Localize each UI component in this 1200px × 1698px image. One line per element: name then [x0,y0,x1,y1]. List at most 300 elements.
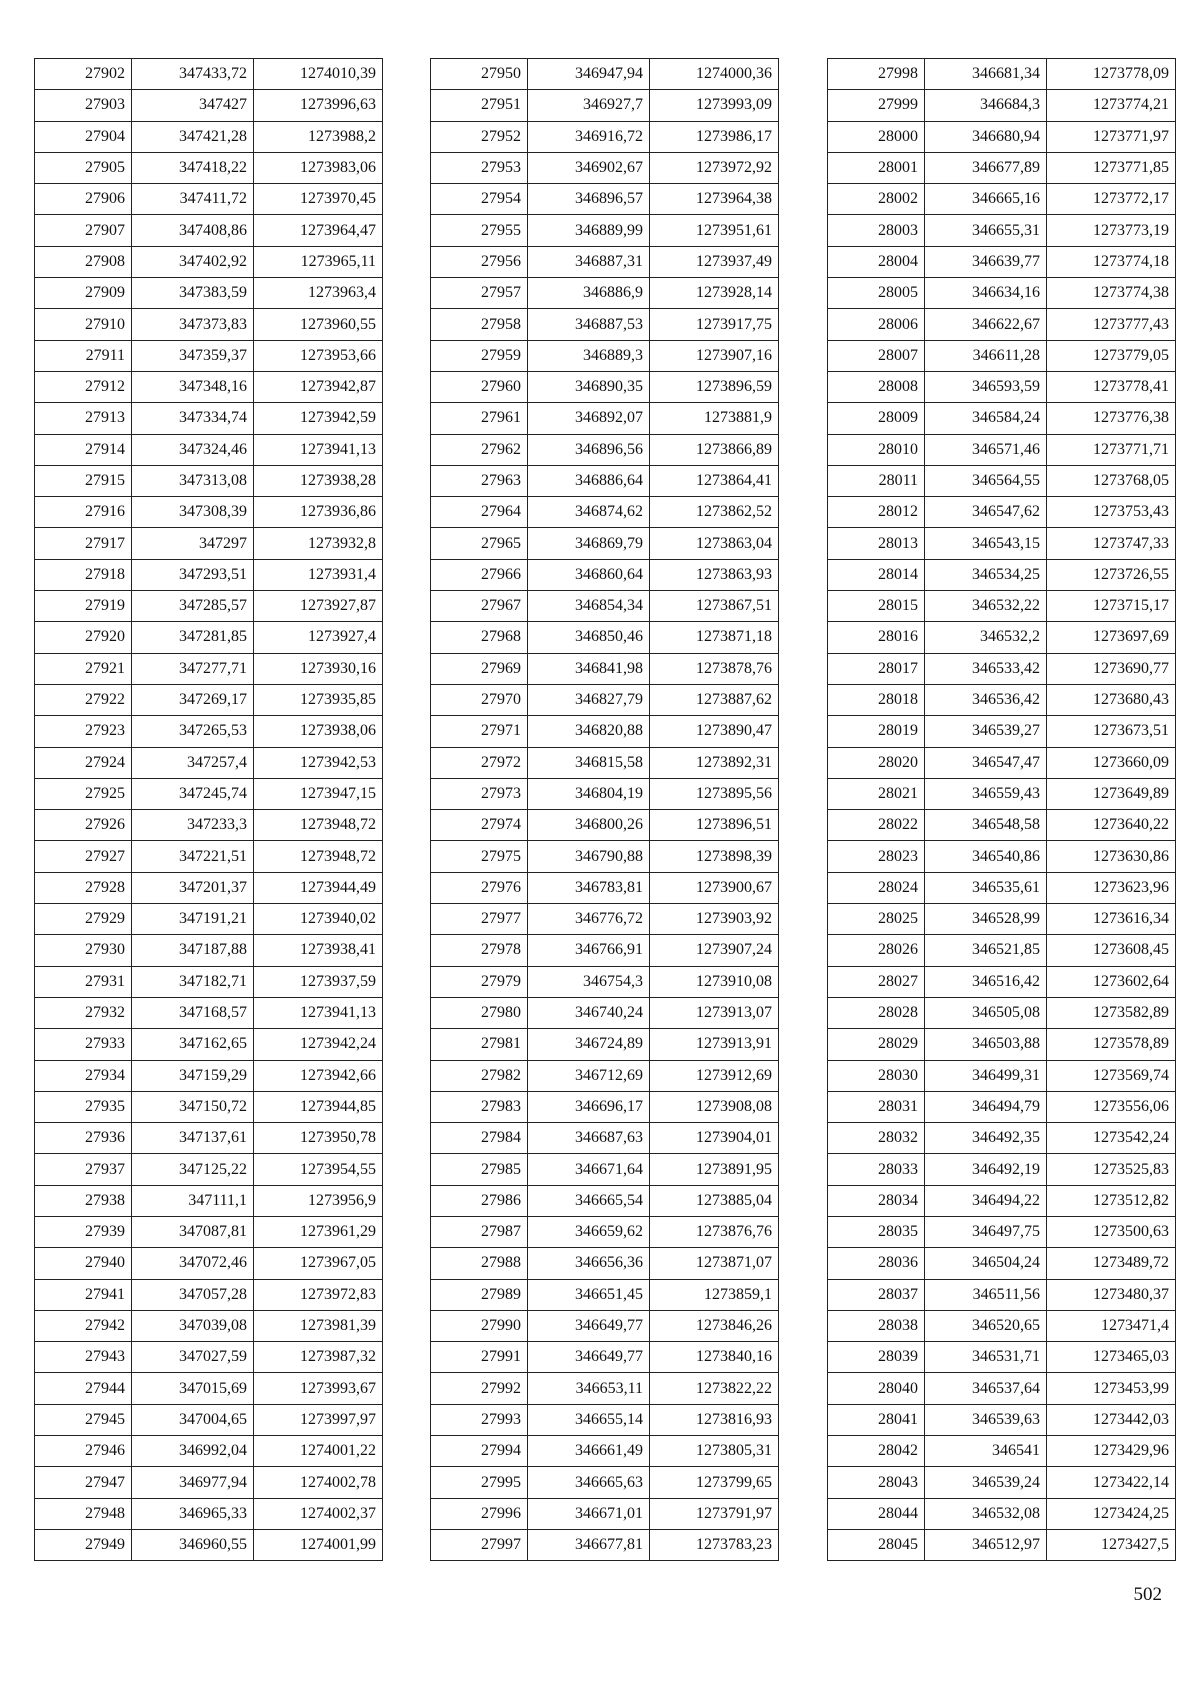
point-number-cell: 27956 [431,246,528,277]
point-number-cell: 27978 [431,935,528,966]
x-coordinate-cell: 347162,65 [132,1029,254,1060]
x-coordinate-cell: 347027,59 [132,1342,254,1373]
x-coordinate-cell: 346649,77 [528,1342,650,1373]
table-row [431,1185,779,1216]
y-coordinate-cell: 1273972,83 [254,1279,383,1310]
table-row [828,1529,1176,1560]
coordinate-table-left [34,58,383,1561]
x-coordinate-cell: 346520,65 [925,1310,1047,1341]
y-coordinate-cell: 1273954,55 [254,1154,383,1185]
point-number-cell: 28038 [828,1310,925,1341]
x-coordinate-cell: 346593,59 [925,371,1047,402]
y-coordinate-cell: 1273791,97 [650,1498,779,1529]
y-coordinate-cell: 1273602,64 [1047,966,1176,997]
point-number-cell: 27966 [431,559,528,590]
table-row [35,528,383,559]
y-coordinate-cell: 1273772,17 [1047,184,1176,215]
y-coordinate-cell: 1273680,43 [1047,684,1176,715]
table-row [35,497,383,528]
y-coordinate-cell: 1273983,06 [254,152,383,183]
table-row [828,434,1176,465]
y-coordinate-cell: 1273900,67 [650,872,779,903]
x-coordinate-cell: 346651,45 [528,1279,650,1310]
x-coordinate-cell: 347408,86 [132,215,254,246]
x-coordinate-cell: 346776,72 [528,904,650,935]
y-coordinate-cell: 1273996,63 [254,90,383,121]
point-number-cell: 27908 [35,246,132,277]
x-coordinate-cell: 347269,17 [132,684,254,715]
table-row [35,716,383,747]
table-row [35,1279,383,1310]
x-coordinate-cell: 346677,89 [925,152,1047,183]
y-coordinate-cell: 1273578,89 [1047,1029,1176,1060]
x-coordinate-cell: 346571,46 [925,434,1047,465]
table-row [431,403,779,434]
table-row [828,1060,1176,1091]
x-coordinate-cell: 346927,7 [528,90,650,121]
point-number-cell: 28018 [828,684,925,715]
table-row [828,1123,1176,1154]
y-coordinate-cell: 1273640,22 [1047,810,1176,841]
point-number-cell: 27915 [35,465,132,496]
x-coordinate-cell: 347373,83 [132,309,254,340]
y-coordinate-cell: 1273890,47 [650,716,779,747]
x-coordinate-cell: 347383,59 [132,278,254,309]
y-coordinate-cell: 1273913,91 [650,1029,779,1060]
y-coordinate-cell: 1273903,92 [650,904,779,935]
point-number-cell: 27970 [431,684,528,715]
point-number-cell: 28040 [828,1373,925,1404]
table-row [431,1091,779,1122]
point-number-cell: 27964 [431,497,528,528]
table-row [431,1310,779,1341]
x-coordinate-cell: 347245,74 [132,778,254,809]
y-coordinate-cell: 1273777,43 [1047,309,1176,340]
x-coordinate-cell: 346622,67 [925,309,1047,340]
point-number-cell: 27962 [431,434,528,465]
point-number-cell: 28036 [828,1248,925,1279]
table-row [828,215,1176,246]
point-number-cell: 27957 [431,278,528,309]
table-row [828,684,1176,715]
table-row [828,1216,1176,1247]
point-number-cell: 28044 [828,1498,925,1529]
table-row [828,1248,1176,1279]
table-row [431,997,779,1028]
table-row [431,872,779,903]
table-row [35,309,383,340]
y-coordinate-cell: 1273904,01 [650,1123,779,1154]
table-row [35,403,383,434]
y-coordinate-cell: 1273972,92 [650,152,779,183]
y-coordinate-cell: 1273948,72 [254,841,383,872]
y-coordinate-cell: 1273942,53 [254,747,383,778]
y-coordinate-cell: 1273898,39 [650,841,779,872]
y-coordinate-cell: 1273427,5 [1047,1529,1176,1560]
y-coordinate-cell: 1273937,59 [254,966,383,997]
point-number-cell: 28030 [828,1060,925,1091]
x-coordinate-cell: 347308,39 [132,497,254,528]
y-coordinate-cell: 1273896,59 [650,371,779,402]
y-coordinate-cell: 1273542,24 [1047,1123,1176,1154]
y-coordinate-cell: 1273878,76 [650,653,779,684]
table-row [431,465,779,496]
point-number-cell: 27951 [431,90,528,121]
table-row [431,1436,779,1467]
x-coordinate-cell: 346543,15 [925,528,1047,559]
point-number-cell: 27914 [35,434,132,465]
point-number-cell: 27979 [431,966,528,997]
table-row [828,152,1176,183]
table-row [35,622,383,653]
table-row [431,1060,779,1091]
table-row [431,152,779,183]
table-row [35,747,383,778]
y-coordinate-cell: 1273771,85 [1047,152,1176,183]
y-coordinate-cell: 1273816,93 [650,1404,779,1435]
y-coordinate-cell: 1273942,24 [254,1029,383,1060]
point-number-cell: 27989 [431,1279,528,1310]
y-coordinate-cell: 1273480,37 [1047,1279,1176,1310]
point-number-cell: 27906 [35,184,132,215]
x-coordinate-cell: 347421,28 [132,121,254,152]
table-row [35,653,383,684]
x-coordinate-cell: 347297 [132,528,254,559]
y-coordinate-cell: 1274002,37 [254,1498,383,1529]
y-coordinate-cell: 1273947,15 [254,778,383,809]
y-coordinate-cell: 1273942,87 [254,371,383,402]
point-number-cell: 28011 [828,465,925,496]
y-coordinate-cell: 1273871,18 [650,622,779,653]
table-row [828,465,1176,496]
point-number-cell: 27943 [35,1342,132,1373]
x-coordinate-cell: 347039,08 [132,1310,254,1341]
x-coordinate-cell: 347072,46 [132,1248,254,1279]
table-row [828,653,1176,684]
table-row [431,1342,779,1373]
point-number-cell: 27996 [431,1498,528,1529]
point-number-cell: 27920 [35,622,132,653]
y-coordinate-cell: 1273956,9 [254,1185,383,1216]
table-row [35,1060,383,1091]
x-coordinate-cell: 346665,63 [528,1467,650,1498]
y-coordinate-cell: 1273967,05 [254,1248,383,1279]
table-row [431,1248,779,1279]
table-row [35,278,383,309]
x-coordinate-cell: 347293,51 [132,559,254,590]
point-number-cell: 27985 [431,1154,528,1185]
point-number-cell: 28017 [828,653,925,684]
y-coordinate-cell: 1273912,69 [650,1060,779,1091]
x-coordinate-cell: 347087,81 [132,1216,254,1247]
x-coordinate-cell: 346869,79 [528,528,650,559]
x-coordinate-cell: 346532,08 [925,1498,1047,1529]
x-coordinate-cell: 346639,77 [925,246,1047,277]
point-number-cell: 28022 [828,810,925,841]
table-row [828,1373,1176,1404]
y-coordinate-cell: 1273799,65 [650,1467,779,1498]
point-number-cell: 27922 [35,684,132,715]
x-coordinate-cell: 346960,55 [132,1529,254,1560]
y-coordinate-cell: 1273429,96 [1047,1436,1176,1467]
table-row [431,1029,779,1060]
point-number-cell: 27958 [431,309,528,340]
table-row [431,59,779,90]
y-coordinate-cell: 1273986,17 [650,121,779,152]
table-row [431,559,779,590]
y-coordinate-cell: 1273863,04 [650,528,779,559]
table-row [35,465,383,496]
x-coordinate-cell: 347191,21 [132,904,254,935]
table-row [431,528,779,559]
point-number-cell: 27924 [35,747,132,778]
y-coordinate-cell: 1274000,36 [650,59,779,90]
y-coordinate-cell: 1273997,97 [254,1404,383,1435]
point-number-cell: 27939 [35,1216,132,1247]
point-number-cell: 27953 [431,152,528,183]
x-coordinate-cell: 347150,72 [132,1091,254,1122]
table-row [431,935,779,966]
point-number-cell: 27982 [431,1060,528,1091]
x-coordinate-cell: 346503,88 [925,1029,1047,1060]
point-number-cell: 28042 [828,1436,925,1467]
point-number-cell: 28019 [828,716,925,747]
point-number-cell: 27988 [431,1248,528,1279]
x-coordinate-cell: 346800,26 [528,810,650,841]
x-coordinate-cell: 346661,49 [528,1436,650,1467]
x-coordinate-cell: 347187,88 [132,935,254,966]
x-coordinate-cell: 346536,42 [925,684,1047,715]
point-number-cell: 28013 [828,528,925,559]
point-number-cell: 27942 [35,1310,132,1341]
point-number-cell: 27997 [431,1529,528,1560]
point-number-cell: 27993 [431,1404,528,1435]
x-coordinate-cell: 346712,69 [528,1060,650,1091]
table-row [35,872,383,903]
x-coordinate-cell: 347433,72 [132,59,254,90]
y-coordinate-cell: 1273500,63 [1047,1216,1176,1247]
point-number-cell: 27927 [35,841,132,872]
coordinate-table-body [828,59,1176,1561]
table-row [431,1404,779,1435]
y-coordinate-cell: 1273630,86 [1047,841,1176,872]
y-coordinate-cell: 1273908,08 [650,1091,779,1122]
table-row [35,1498,383,1529]
point-number-cell: 27919 [35,591,132,622]
y-coordinate-cell: 1273891,95 [650,1154,779,1185]
x-coordinate-cell: 346783,81 [528,872,650,903]
x-coordinate-cell: 346916,72 [528,121,650,152]
x-coordinate-cell: 347411,72 [132,184,254,215]
x-coordinate-cell: 346827,79 [528,684,650,715]
table-row [35,1248,383,1279]
table-row [431,1154,779,1185]
x-coordinate-cell: 346977,94 [132,1467,254,1498]
x-coordinate-cell: 347265,53 [132,716,254,747]
y-coordinate-cell: 1273771,71 [1047,434,1176,465]
table-row [35,591,383,622]
table-row [35,1154,383,1185]
y-coordinate-cell: 1273988,2 [254,121,383,152]
table-row [431,184,779,215]
point-number-cell: 28037 [828,1279,925,1310]
x-coordinate-cell: 346820,88 [528,716,650,747]
table-row [431,810,779,841]
x-coordinate-cell: 346665,54 [528,1185,650,1216]
y-coordinate-cell: 1273649,89 [1047,778,1176,809]
table-row [431,215,779,246]
y-coordinate-cell: 1273964,38 [650,184,779,215]
point-number-cell: 27925 [35,778,132,809]
table-row [35,997,383,1028]
table-row [828,1498,1176,1529]
table-row [431,684,779,715]
table-row [35,684,383,715]
x-coordinate-cell: 347359,37 [132,340,254,371]
x-coordinate-cell: 347402,92 [132,246,254,277]
x-coordinate-cell: 346815,58 [528,747,650,778]
y-coordinate-cell: 1273887,62 [650,684,779,715]
x-coordinate-cell: 346532,22 [925,591,1047,622]
table-row [35,1310,383,1341]
x-coordinate-cell: 346564,55 [925,465,1047,496]
x-coordinate-cell: 346534,25 [925,559,1047,590]
point-number-cell: 27946 [35,1436,132,1467]
point-number-cell: 28001 [828,152,925,183]
point-number-cell: 27992 [431,1373,528,1404]
y-coordinate-cell: 1273907,24 [650,935,779,966]
table-row [35,59,383,90]
x-coordinate-cell: 346680,94 [925,121,1047,152]
table-row [431,716,779,747]
table-row [828,559,1176,590]
table-row [431,90,779,121]
y-coordinate-cell: 1273938,06 [254,716,383,747]
point-number-cell: 28033 [828,1154,925,1185]
x-coordinate-cell: 346504,24 [925,1248,1047,1279]
x-coordinate-cell: 346499,31 [925,1060,1047,1091]
point-number-cell: 27921 [35,653,132,684]
point-number-cell: 28000 [828,121,925,152]
point-number-cell: 28004 [828,246,925,277]
point-number-cell: 27930 [35,935,132,966]
point-number-cell: 27937 [35,1154,132,1185]
y-coordinate-cell: 1273960,55 [254,309,383,340]
x-coordinate-cell: 346677,81 [528,1529,650,1560]
x-coordinate-cell: 347015,69 [132,1373,254,1404]
x-coordinate-cell: 347348,16 [132,371,254,402]
point-number-cell: 27929 [35,904,132,935]
table-row [828,371,1176,402]
point-number-cell: 27983 [431,1091,528,1122]
point-number-cell: 27947 [35,1467,132,1498]
y-coordinate-cell: 1273442,03 [1047,1404,1176,1435]
point-number-cell: 27945 [35,1404,132,1435]
x-coordinate-cell: 346724,89 [528,1029,650,1060]
point-number-cell: 27910 [35,309,132,340]
table-row [828,1185,1176,1216]
x-coordinate-cell: 346540,86 [925,841,1047,872]
table-row [431,1467,779,1498]
point-number-cell: 28007 [828,340,925,371]
x-coordinate-cell: 346804,19 [528,778,650,809]
y-coordinate-cell: 1273937,49 [650,246,779,277]
y-coordinate-cell: 1273927,4 [254,622,383,653]
point-number-cell: 27904 [35,121,132,152]
x-coordinate-cell: 346850,46 [528,622,650,653]
y-coordinate-cell: 1273779,05 [1047,340,1176,371]
y-coordinate-cell: 1273453,99 [1047,1373,1176,1404]
point-number-cell: 27944 [35,1373,132,1404]
x-coordinate-cell: 347233,3 [132,810,254,841]
table-row [35,778,383,809]
point-number-cell: 28039 [828,1342,925,1373]
x-coordinate-cell: 346535,61 [925,872,1047,903]
point-number-cell: 27974 [431,810,528,841]
table-row [35,434,383,465]
y-coordinate-cell: 1273944,85 [254,1091,383,1122]
x-coordinate-cell: 346516,42 [925,966,1047,997]
table-row [828,528,1176,559]
table-row [431,371,779,402]
point-number-cell: 27955 [431,215,528,246]
y-coordinate-cell: 1274010,39 [254,59,383,90]
table-row [431,1498,779,1529]
y-coordinate-cell: 1273697,69 [1047,622,1176,653]
y-coordinate-cell: 1274002,78 [254,1467,383,1498]
point-number-cell: 27940 [35,1248,132,1279]
point-number-cell: 27928 [35,872,132,903]
table-row [35,1467,383,1498]
table-row [431,1123,779,1154]
y-coordinate-cell: 1273778,41 [1047,371,1176,402]
table-row [828,997,1176,1028]
table-row [431,1373,779,1404]
point-number-cell: 28012 [828,497,925,528]
point-number-cell: 27948 [35,1498,132,1529]
table-row [35,1342,383,1373]
x-coordinate-cell: 347004,65 [132,1404,254,1435]
point-number-cell: 27960 [431,371,528,402]
table-row [35,1529,383,1560]
table-row [35,841,383,872]
y-coordinate-cell: 1273771,97 [1047,121,1176,152]
table-row [35,90,383,121]
point-number-cell: 27938 [35,1185,132,1216]
table-row [828,591,1176,622]
y-coordinate-cell: 1273987,32 [254,1342,383,1373]
y-coordinate-cell: 1273489,72 [1047,1248,1176,1279]
y-coordinate-cell: 1273941,13 [254,997,383,1028]
point-number-cell: 28014 [828,559,925,590]
x-coordinate-cell: 346889,3 [528,340,650,371]
y-coordinate-cell: 1273965,11 [254,246,383,277]
x-coordinate-cell: 347125,22 [132,1154,254,1185]
y-coordinate-cell: 1273773,19 [1047,215,1176,246]
table-row [828,278,1176,309]
table-row [828,121,1176,152]
x-coordinate-cell: 346659,62 [528,1216,650,1247]
table-row [828,622,1176,653]
x-coordinate-cell: 346532,2 [925,622,1047,653]
point-number-cell: 27912 [35,371,132,402]
point-number-cell: 28025 [828,904,925,935]
table-row [828,872,1176,903]
x-coordinate-cell: 346548,58 [925,810,1047,841]
point-number-cell: 27907 [35,215,132,246]
point-number-cell: 27991 [431,1342,528,1373]
y-coordinate-cell: 1273556,06 [1047,1091,1176,1122]
